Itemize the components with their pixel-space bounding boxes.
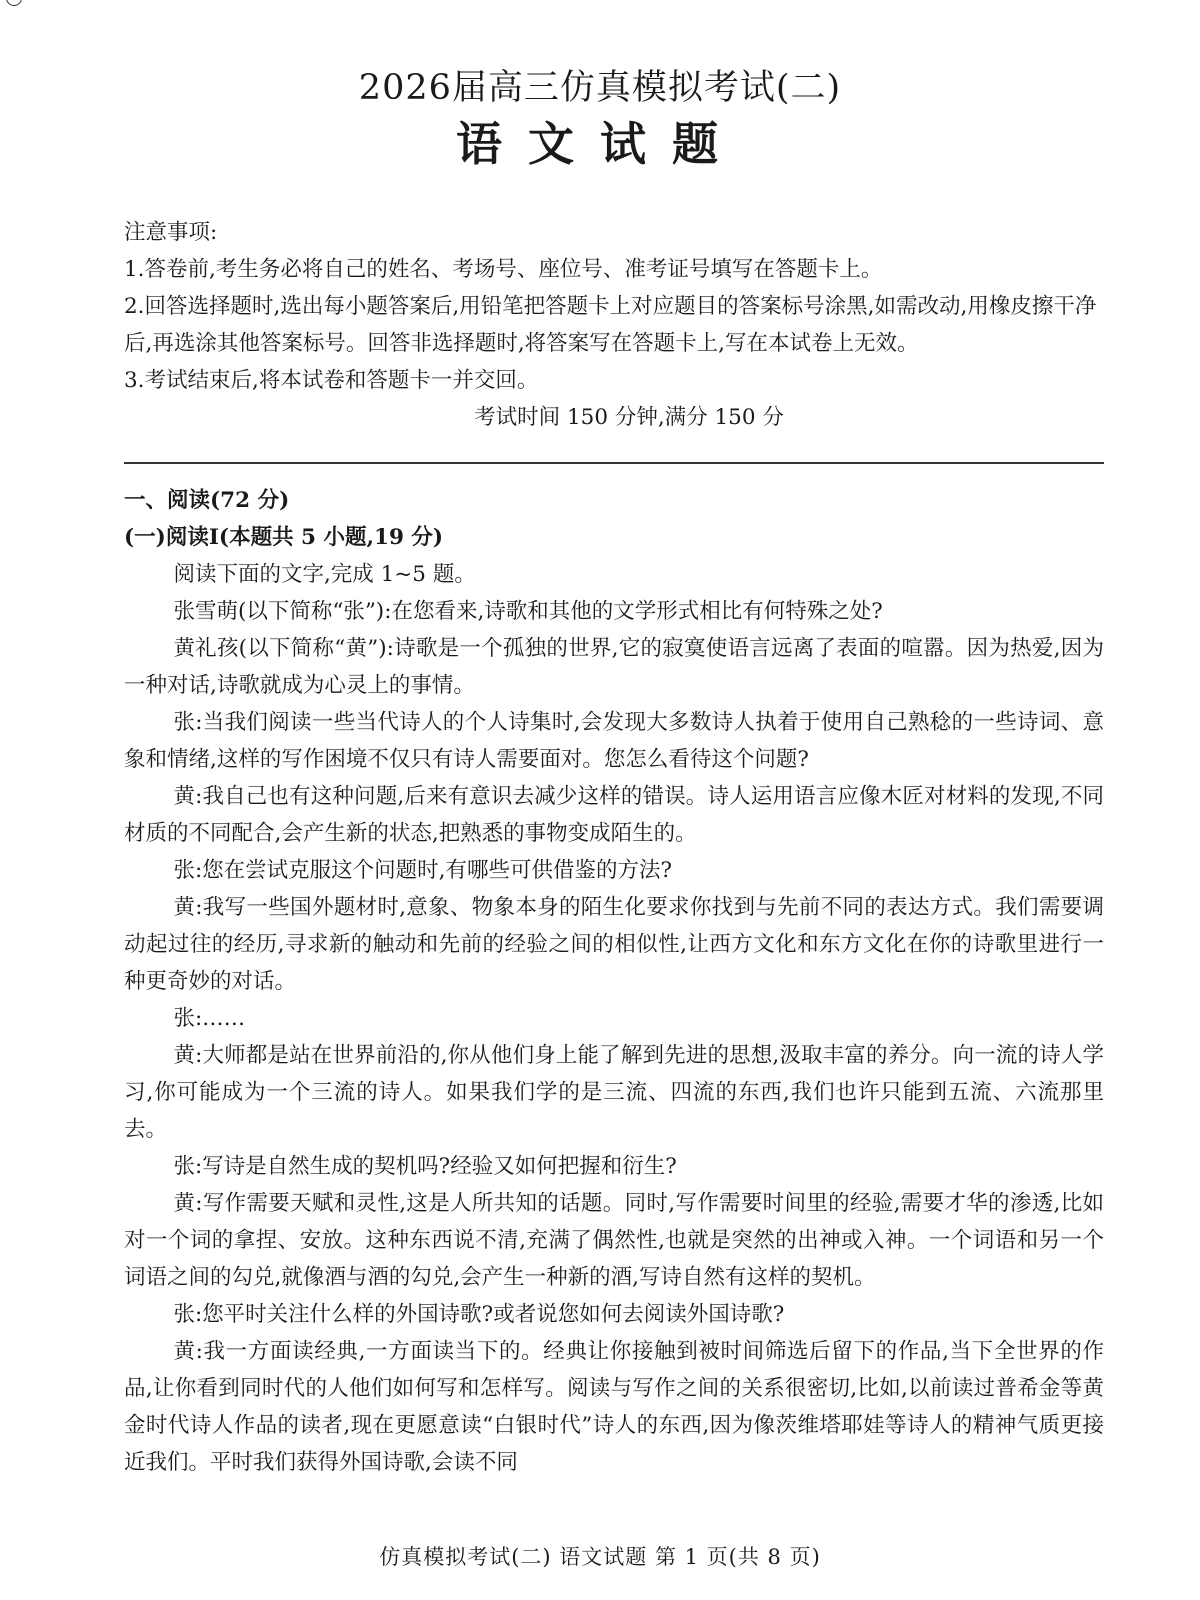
section-divider [124, 462, 1104, 464]
dialogue-paragraph: 张:您在尝试克服这个问题时,有哪些可供借鉴的方法? [173, 858, 673, 883]
exam-title: 2026届高三仿真模拟考试(二) [358, 68, 842, 108]
dialogue-paragraph: 黄:我写一些国外题材时,意象、物象本身的陌生化要求你找到与先前不同的表达方式。我们需要调动起过往的经历,寻求新的触动和先前的经验之间的相似性,让西方文化和东方文化在你的诗歌里进行一种更奇妙的对话。 [124, 895, 1104, 994]
corner-circle-mark [6, 0, 22, 6]
notice-item-3: 3.考试结束后,将本试卷和答题卡一并交回。 [124, 368, 539, 393]
subsection-title: (一)阅读Ⅰ(本题共 5 小题,19 分) [124, 525, 444, 550]
dialogue-paragraph: 黄:大师都是站在世界前沿的,你从他们身上能了解到先进的思想,汲取丰富的养分。向一流的诗人学习,你可能成为一个三流的诗人。如果我们学的是三流、四流的东西,我们也许只能到五流、六流那里去。 [124, 1043, 1104, 1142]
notice-heading: 注意事项: [124, 220, 218, 245]
dialogue-paragraph: 张:当我们阅读一些当代诗人的个人诗集时,会发现大多数诗人执着于使用自己熟稔的一些诗词、意象和情绪,这样的写作困境不仅只有诗人需要面对。您怎么看待这个问题? [124, 710, 1104, 772]
dialogue-paragraph: 黄:我一方面读经典,一方面读当下的。经典让你接触到被时间筛选后留下的作品,当下全世界的作品,让你看到同时代的人他们如何写和怎样写。阅读与写作之间的关系很密切,比如,以前读过普希金等黄金时代诗人作品的读者,现在更愿意读“白银时代”诗人的东西,因为像茨维塔耶娃等诗人的精神气质更接近我们。平时我们获得外国诗歌,会读不同 [124, 1339, 1104, 1475]
exam-time-score: 考试时间 150 分钟,满分 150 分 [474, 405, 784, 430]
dialogue-paragraph: 黄礼孩(以下简称“黄”):诗歌是一个孤独的世界,它的寂寞使语言远离了表面的喧嚣。因为热爱,因为一种对话,诗歌就成为心灵上的事情。 [124, 636, 1104, 698]
dialogue-paragraph: 黄:我自己也有这种问题,后来有意识去减少这样的错误。诗人运用语言应像木匠对材料的发现,不同材质的不同配合,会产生新的状态,把熟悉的事物变成陌生的。 [124, 784, 1104, 846]
subject-title: 语文试题 [456, 117, 744, 171]
dialogue-paragraph: 黄:写作需要天赋和灵性,这是人所共知的话题。同时,写作需要时间里的经验,需要才华的渗透,比如对一个词的拿捏、安放。这种东西说不清,充满了偶然性,也就是突然的出神或入神。一个词语和另一个词语之间的勾兑,就像酒与酒的勾兑,会产生一种新的酒,写诗自然有这样的契机。 [124, 1191, 1104, 1290]
instruction-paragraph: 阅读下面的文字,完成 1~5 题。 [173, 562, 476, 587]
page-footer: 仿真模拟考试(二) 语文试题 第 1 页(共 8 页) [379, 1545, 821, 1569]
dialogue-paragraph: 张:…… [173, 1006, 246, 1031]
page-content [124, 214, 1104, 1481]
dialogue-paragraph: 张雪萌(以下简称“张”):在您看来,诗歌和其他的文学形式相比有何特殊之处? [173, 599, 883, 624]
section-title: 一、阅读(72 分) [124, 488, 290, 513]
dialogue-paragraph: 张:您平时关注什么样的外国诗歌?或者说您如何去阅读外国诗歌? [173, 1302, 785, 1327]
notice-item-1: 1.答卷前,考生务必将自己的姓名、考场号、座位号、准考证号填写在答题卡上。 [124, 257, 883, 282]
dialogue-paragraph: 张:写诗是自然生成的契机吗?经验又如何把握和衍生? [173, 1154, 677, 1179]
notice-item-2: 2.回答选择题时,选出每小题答案后,用铅笔把答题卡上对应题目的答案标号涂黑,如需改动,用橡皮擦干净后,再选涂其他答案标号。回答非选择题时,将答案写在答题卡上,写在本试卷上无效。 [124, 294, 1097, 356]
